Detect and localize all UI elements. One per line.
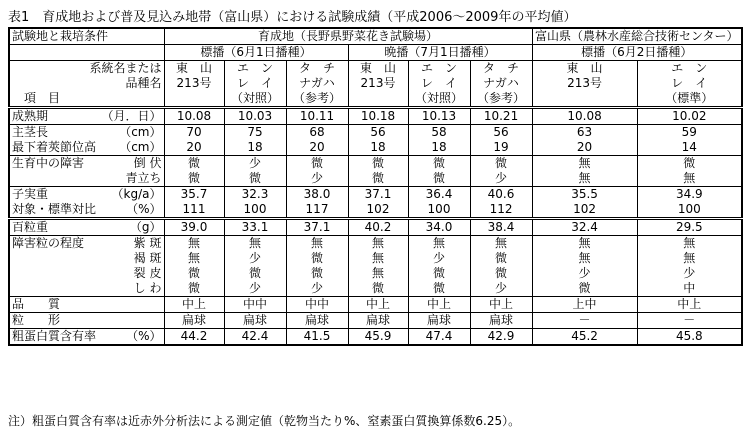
value-cell: 微 [164,171,224,187]
value-cell: 少 [408,251,470,266]
value-cell: 無 [532,251,637,266]
value-cell: 少 [224,251,286,266]
row-label [12,156,162,171]
row-label-cell [9,236,164,252]
row-label [12,313,162,328]
value-cell: 38.4 [470,219,532,236]
row-label-cell [9,219,164,236]
variety-header-row [9,61,742,77]
std-toyama-header: 標播（6月2日播種） [532,45,742,61]
value-cell: 42.4 [224,329,286,346]
value-cell: 100 [224,202,286,219]
value-cell: 微 [408,171,470,187]
value-cell: 40.2 [348,219,408,236]
value-cell: 68 [286,125,348,141]
row-label [12,329,162,344]
value-cell: 35.5 [532,187,637,203]
table-row [9,140,742,156]
value-cell: 無 [348,251,408,266]
table-row [9,266,742,281]
value-cell: 扁球 [224,313,286,329]
value-cell: 微 [470,266,532,281]
row-unit-text: （%） [126,329,162,343]
row-label [12,236,162,251]
row-label-text: 障害粒の程度 [12,236,85,250]
variety-name-cell: （参考） [470,91,532,108]
value-cell: 10.08 [532,108,637,125]
value-cell: 10.11 [286,108,348,125]
value-cell: 微 [224,266,286,281]
row-label-text: 主茎長 [12,125,49,139]
row-label-cell [9,329,164,346]
variety-name-cell: ナガハ [470,76,532,91]
value-cell: 42.9 [470,329,532,346]
row-label-cell [9,108,164,125]
value-cell: 40.6 [470,187,532,203]
row-label-text: 生育中の障害 [12,156,85,170]
value-cell: 微 [286,156,348,172]
row-unit-text: （cm） [119,125,162,139]
variety-name-cell: （対照） [408,91,470,108]
value-cell: 36.4 [408,187,470,203]
value-cell: 微 [470,156,532,172]
value-cell: 18 [348,140,408,156]
row-label-cell [9,125,164,141]
variety-name-cell: （対照） [224,91,286,108]
variety-name-cell [532,91,637,108]
value-cell: 少 [470,281,532,297]
value-cell: 20 [164,140,224,156]
variety-name-cell: 213号 [532,76,637,91]
variety-name-cell: レ イ [408,76,470,91]
value-cell: 19 [470,140,532,156]
variety-name-cell: レ イ [637,76,742,91]
variety-name-cell: エ ン [408,61,470,77]
row-unit-text: 裂 皮 [133,266,162,280]
row-unit-text: 青立ち [125,171,162,185]
row-unit-text: （%） [126,202,162,216]
variety-name-cell: ナガハ [286,76,348,91]
value-cell: 10.03 [224,108,286,125]
value-cell: 無 [164,236,224,252]
value-cell: 微 [470,251,532,266]
value-cell: 中中 [286,297,348,313]
row-label [12,171,162,186]
value-cell: － [532,313,637,329]
row-label-cell [9,297,164,313]
value-cell: 微 [408,266,470,281]
header-row-2 [9,45,742,61]
value-cell: 無 [224,236,286,252]
value-cell: 微 [286,266,348,281]
value-cell: 102 [348,202,408,219]
variety-name-cell [348,91,408,108]
value-cell: 39.0 [164,219,224,236]
row-unit-text: （月．日） [101,109,162,123]
value-cell: 10.18 [348,108,408,125]
value-cell: 無 [348,266,408,281]
value-cell: 無 [637,251,742,266]
data-rows [9,108,742,346]
value-cell: 無 [408,236,470,252]
variety-header-label: 系統名または [9,61,164,77]
row-label [12,109,162,124]
row-label-cell [9,140,164,156]
variety-name-cell: 東 山 [164,61,224,77]
variety-name-cell: 東 山 [348,61,408,77]
value-cell: 45.2 [532,329,637,346]
table-row [9,156,742,172]
row-label-cell [9,313,164,329]
value-cell: 中上 [164,297,224,313]
variety-header-row [9,91,742,108]
table-row [9,281,742,297]
value-cell: 20 [532,140,637,156]
value-cell: 無 [637,171,742,187]
value-cell: 無 [532,156,637,172]
value-cell: 102 [532,202,637,219]
results-table [8,27,743,346]
variety-name-cell [164,91,224,108]
table-row [9,236,742,252]
row-label-cell [9,171,164,187]
row-label [12,297,162,312]
value-cell: 20 [286,140,348,156]
value-cell: 微 [637,156,742,172]
row-label-text: 粒 形 [12,313,61,327]
variety-header-label: 項 目 [9,91,164,108]
row-label [12,125,162,140]
value-cell: 少 [224,156,286,172]
value-cell: 10.02 [637,108,742,125]
row-unit-text: 倒 伏 [133,156,162,170]
std-nagano-header: 標播（6月1日播種） [164,45,348,61]
value-cell: 34.9 [637,187,742,203]
value-cell: 70 [164,125,224,141]
value-cell: 微 [348,156,408,172]
value-cell: 少 [286,281,348,297]
value-cell: 無 [286,236,348,252]
value-cell: 少 [470,171,532,187]
value-cell: 微 [164,281,224,297]
value-cell: 100 [637,202,742,219]
variety-name-cell: 東 山 [532,61,637,77]
value-cell: 18 [224,140,286,156]
row-label-cell [9,156,164,172]
value-cell: 37.1 [348,187,408,203]
value-cell: 微 [286,251,348,266]
value-cell: 少 [286,171,348,187]
table-row [9,329,742,346]
value-cell: 扁球 [164,313,224,329]
value-cell: 38.0 [286,187,348,203]
table-row [9,297,742,313]
row-label [12,140,162,155]
value-cell: 微 [164,156,224,172]
late-nagano-header: 晩播（7月1日播種） [348,45,532,61]
value-cell: 中上 [408,297,470,313]
table-row [9,171,742,187]
table-row [9,108,742,125]
ikusei-header: 育成地（長野県野菜花き試験場） [164,28,532,45]
row-label-text: 子実重 [12,187,49,201]
value-cell: 34.0 [408,219,470,236]
variety-name-cell: 213号 [348,76,408,91]
row-label [12,187,162,202]
value-cell: 微 [532,281,637,297]
variety-name-cell: （参考） [286,91,348,108]
row-unit-text: （g） [129,220,162,234]
value-cell: 上中 [532,297,637,313]
value-cell: 33.1 [224,219,286,236]
value-cell: 100 [408,202,470,219]
value-cell: 10.08 [164,108,224,125]
value-cell: 微 [348,281,408,297]
variety-name-cell: タ チ [470,61,532,77]
row-label [12,281,162,296]
row-label [12,266,162,281]
table-row [9,219,742,236]
row-unit-text: し わ [133,281,162,295]
variety-name-cell: （標準） [637,91,742,108]
value-cell: 微 [224,171,286,187]
row-unit-text: 褐 斑 [133,251,162,265]
value-cell: 扁球 [470,313,532,329]
value-cell: 35.7 [164,187,224,203]
value-cell: 扁球 [286,313,348,329]
row-label-cell [9,266,164,281]
row-unit-text: 紫 斑 [133,236,162,250]
condition-label: 試験地と栽培条件 [9,28,164,45]
value-cell: 微 [408,281,470,297]
table-row [9,202,742,219]
value-cell: 58 [408,125,470,141]
table-row [9,125,742,141]
value-cell: 32.4 [532,219,637,236]
row-label-text: 百粒重 [12,220,49,234]
row-label-text: 品 質 [12,297,61,311]
row-label-cell [9,187,164,203]
value-cell: 微 [164,266,224,281]
value-cell: 32.3 [224,187,286,203]
value-cell: 微 [348,171,408,187]
header-row-1 [9,28,742,45]
value-cell: 112 [470,202,532,219]
value-cell: 中中 [224,297,286,313]
value-cell: 41.5 [286,329,348,346]
table-row [9,251,742,266]
variety-name-cell: レ イ [224,76,286,91]
value-cell: 無 [348,236,408,252]
value-cell: 45.8 [637,329,742,346]
value-cell: 少 [637,266,742,281]
value-cell: 中上 [637,297,742,313]
value-cell: 10.13 [408,108,470,125]
row-unit-text: （cm） [119,140,162,154]
value-cell: 少 [224,281,286,297]
row-label-text: 最下着莢節位高 [12,140,97,154]
value-cell: 111 [164,202,224,219]
row-label [12,202,162,217]
value-cell: 14 [637,140,742,156]
variety-header [9,61,742,108]
row-label-text: 対象・標準対比 [12,202,97,216]
value-cell: 無 [164,251,224,266]
variety-name-cell: エ ン [637,61,742,77]
row-unit-text: （kg/a） [111,187,162,201]
value-cell: 75 [224,125,286,141]
row-label [12,220,162,235]
value-cell: 中上 [348,297,408,313]
row-label-cell [9,202,164,219]
table-caption: 表1 育成地および普及見込み地帯（富山県）における試験成績（平成2006～2009年の平均値） [8,10,577,25]
row-label-text: 粗蛋白質含有率 [12,329,97,343]
value-cell: 44.2 [164,329,224,346]
value-cell: 37.1 [286,219,348,236]
value-cell: 18 [408,140,470,156]
row-label-cell [9,281,164,297]
value-cell: 無 [532,171,637,187]
value-cell: 47.4 [408,329,470,346]
value-cell: － [637,313,742,329]
variety-name-cell: エ ン [224,61,286,77]
value-cell: 59 [637,125,742,141]
value-cell: 29.5 [637,219,742,236]
row-label-cell [9,251,164,266]
value-cell: 63 [532,125,637,141]
value-cell: 10.21 [470,108,532,125]
value-cell: 中上 [470,297,532,313]
variety-header-label: 品種名 [9,76,164,91]
value-cell: 扁球 [348,313,408,329]
row-label-text: 成熟期 [12,109,49,123]
value-cell: 56 [348,125,408,141]
row-label [12,251,162,266]
value-cell: 無 [532,236,637,252]
value-cell: 無 [470,236,532,252]
variety-name-cell: 213号 [164,76,224,91]
value-cell: 117 [286,202,348,219]
toyama-header: 富山県（農林水産総合技術センター） [532,28,742,45]
value-cell: 扁球 [408,313,470,329]
value-cell: 中 [637,281,742,297]
value-cell: 45.9 [348,329,408,346]
value-cell: 無 [637,236,742,252]
variety-header-row [9,76,742,91]
table-row [9,313,742,329]
value-cell: 微 [408,156,470,172]
table-row [9,187,742,203]
value-cell: 少 [532,266,637,281]
footnote: 注）粗蛋白質含有率は近赤外分析法による測定値（乾物当たり%、窒素蛋白質換算係数6.25）。 [8,414,521,428]
value-cell: 56 [470,125,532,141]
variety-name-cell: タ チ [286,61,348,77]
